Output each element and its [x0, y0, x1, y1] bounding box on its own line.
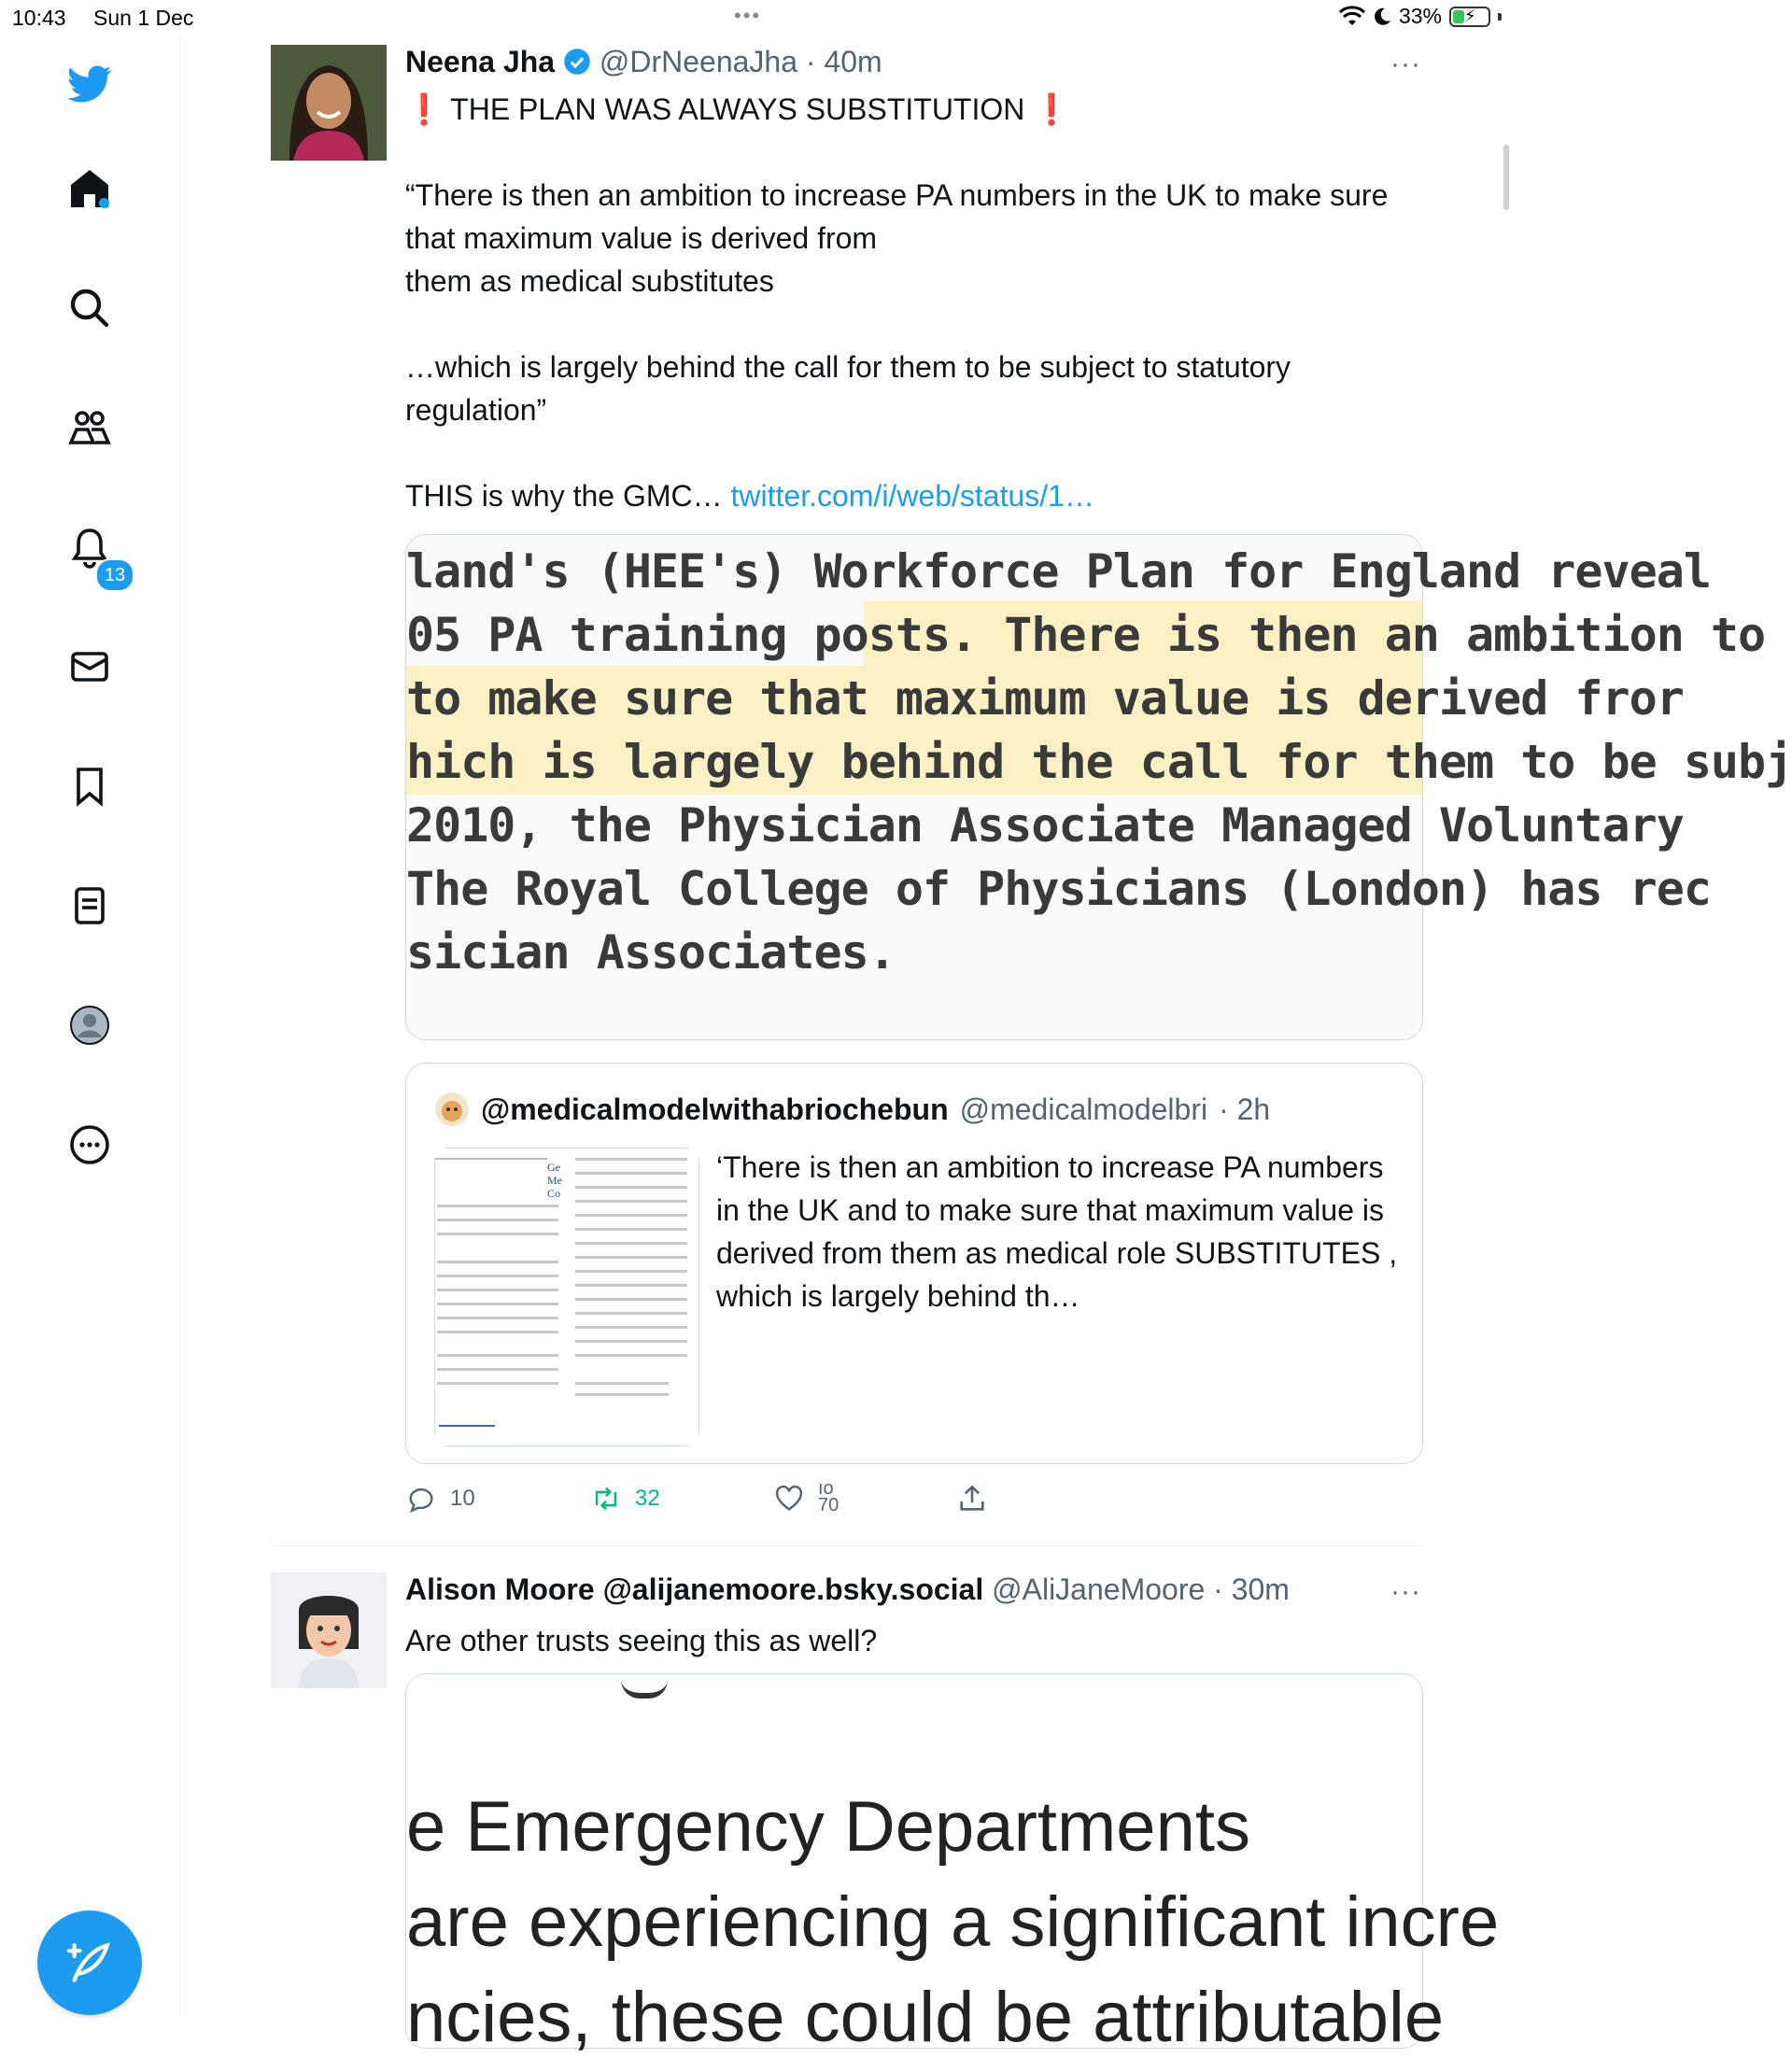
author-handle[interactable]: @AliJaneMoore	[992, 1572, 1206, 1606]
quoted-avatar[interactable]	[434, 1092, 470, 1127]
reply-icon	[405, 1483, 437, 1515]
author-name[interactable]: Alison Moore @alijanemoore.bsky.social	[405, 1572, 984, 1606]
retweet-icon	[590, 1483, 622, 1515]
share-icon	[956, 1483, 988, 1515]
more-options-icon[interactable]: ···	[1390, 1576, 1421, 1607]
communities-icon[interactable]	[62, 400, 118, 456]
tweet-line-last: THIS is why the GMC… twitter.com/i/web/status/1…	[405, 479, 1094, 513]
tweet-line: ❗ THE PLAN WAS ALWAYS SUBSTITUTION ❗	[405, 92, 1071, 126]
share-button[interactable]	[956, 1483, 988, 1515]
more-options-icon[interactable]: ···	[1390, 49, 1421, 79]
status-time: 10:43	[12, 6, 66, 30]
home-icon[interactable]	[62, 161, 118, 217]
tweet-time[interactable]: · 30m	[1213, 1572, 1290, 1606]
image-text-line: sician Associates.	[406, 925, 896, 980]
tweet-line: “There is then an ambition to increase PA numbers in the UK to make sure that maximum value is derived from	[405, 178, 1389, 255]
tweet-link[interactable]: twitter.com/i/web/status/1…	[730, 479, 1094, 513]
compose-tweet-button[interactable]	[37, 1910, 142, 2015]
reply-count: 10	[450, 1486, 475, 1511]
scrollbar[interactable]	[1503, 145, 1509, 210]
battery-icon: ⚡	[1449, 7, 1490, 27]
tweet-time[interactable]: · 40m	[805, 45, 882, 78]
more-icon[interactable]	[62, 1117, 118, 1173]
moon-icon	[1373, 7, 1391, 27]
quoted-tweet-thumbnail[interactable]	[434, 1148, 699, 1446]
tweet-text: Are other trusts seeing this as well?	[405, 1624, 878, 1657]
twitter-logo-icon[interactable]	[62, 56, 118, 112]
avatar[interactable]	[271, 45, 387, 161]
compose-tweet-icon	[63, 1937, 116, 1989]
search-icon[interactable]	[62, 280, 118, 336]
image-text-line: to make sure that maximum value is derived fror	[406, 671, 1684, 726]
tweet-header	[405, 45, 882, 79]
thumbnail-text: Me	[547, 1174, 562, 1187]
tweet-line: them as medical substitutes	[405, 264, 774, 298]
tweet-image[interactable]	[405, 534, 1792, 1040]
quoted-author-name[interactable]: @medicalmodelwithabriochebun	[481, 1092, 949, 1126]
home-unread-dot	[99, 198, 109, 208]
like-icon	[773, 1483, 805, 1515]
wifi-icon	[1339, 7, 1365, 27]
multitasking-dots[interactable]: •••	[734, 4, 762, 27]
reply-button[interactable]	[405, 1483, 475, 1515]
battery-percent: 33%	[1398, 4, 1442, 28]
quoted-tweet-header	[434, 1092, 1270, 1127]
like-button[interactable]	[773, 1478, 840, 1515]
tweet[interactable]	[271, 45, 1792, 1539]
image-text-line: are experiencing a significant incre	[406, 1882, 1500, 1962]
tweet-image[interactable]	[405, 1673, 1500, 2057]
tweet-actions	[405, 1478, 1022, 1520]
author-name[interactable]: Neena Jha	[405, 45, 556, 78]
messages-icon[interactable]	[62, 639, 118, 695]
image-text-line: The Royal College of Physicians (London) has rec	[406, 862, 1711, 916]
quoted-tweet-time: · 2h	[1219, 1092, 1271, 1126]
tweet-divider	[271, 1545, 1421, 1546]
thumbnail-text: Co	[547, 1187, 561, 1200]
image-text-line: hich is largely behind the call for them to be subj	[406, 735, 1792, 789]
author-handle[interactable]: @DrNeenaJha	[599, 45, 797, 78]
image-text-line: e Emergency Departments	[406, 1787, 1250, 1867]
status-right	[1339, 4, 1502, 29]
tweet[interactable]	[271, 1572, 1500, 2057]
thumbnail-text: Ge	[547, 1161, 560, 1174]
quoted-author-handle[interactable]: @medicalmodelbri	[959, 1092, 1208, 1126]
image-text-line: land's (HEE's) Workforce Plan for England reveal	[406, 544, 1711, 599]
image-text-line: 05 PA training posts. There is then an ambition to	[406, 608, 1766, 662]
lists-icon[interactable]	[62, 878, 118, 934]
notifications-badge: 13	[95, 558, 134, 592]
verified-badge-icon	[563, 48, 591, 76]
quoted-tweet-text: ‘There is then an ambition to increase PA numbers in the UK and to make sure that maximum value is derived from them as medical role SUBSTITUTES , which is largely behind th…	[716, 1150, 1398, 1313]
retweet-count: 32	[635, 1486, 660, 1511]
tweet-line: …which is largely behind the call for them to be subject to statutory regulation”	[405, 350, 1291, 427]
image-text-line: ncies, these could be attributable	[406, 1978, 1445, 2057]
profile-icon[interactable]	[62, 997, 118, 1053]
avatar[interactable]	[271, 1572, 387, 1688]
sidebar-nav	[0, 37, 180, 2017]
tweet-header	[405, 1572, 1290, 1607]
like-count: ıo 70	[818, 1478, 840, 1515]
status-bar	[0, 0, 1513, 37]
retweet-button[interactable]	[590, 1483, 660, 1515]
bookmarks-icon[interactable]	[62, 758, 118, 814]
tweet-text	[405, 88, 1414, 517]
status-date: Sun 1 Dec	[93, 6, 194, 30]
quoted-tweet[interactable]	[405, 1063, 1423, 1464]
image-text-line: 2010, the Physician Associate Managed Voluntary	[406, 798, 1684, 853]
